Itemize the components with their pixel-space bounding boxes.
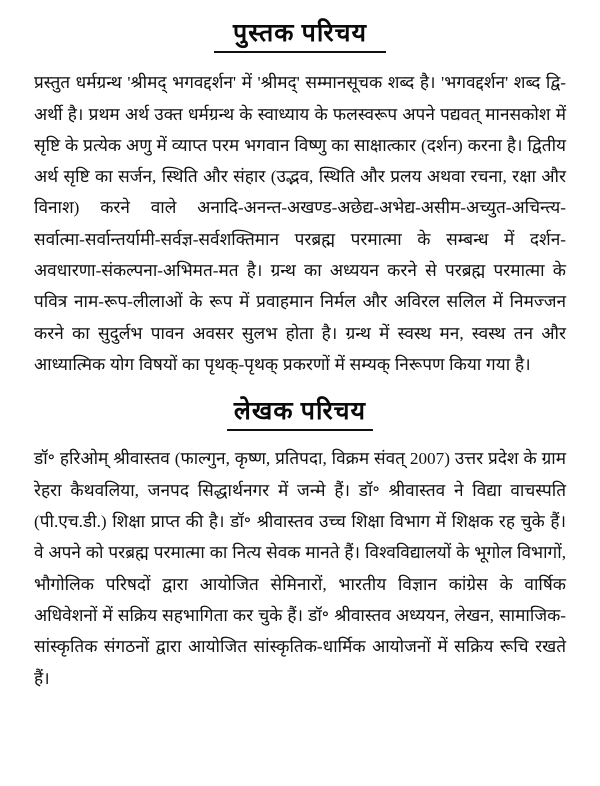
heading-underline: [214, 51, 386, 53]
section-heading-author-intro: [34, 396, 566, 431]
section-body-book-intro: प्रस्तुत धर्मग्रन्थ 'श्रीमद् भगवद्दर्शन' में 'श्रीमद्' सम्मानसूचक शब्द है। 'भगवद्दर्शन' शब्द द्वि-अर्थी है। प्रथम अर्थ उक्त धर्मग्रन्थ के स्वाध्याय के फलस्वरूप अपने पद्यवत् मानसकोश में सृष्टि के प्रत्येक अणु में व्याप्त परम भगवान विष्णु का साक्षात्कार (दर्शन) करना है। द्वितीय अर्थ सृष्टि का सर्जन, स्थिति और संहार (उद्भव, स्थिति और प्रलय अथवा रचना, रक्षा और विनाश) करने वाले अनादि-अनन्त-अखण्ड-अछेद्य-अभेद्य-असीम-अच्युत-अचिन्त्य-सर्वात्मा-सर्वान्तर्यामी-सर्वज्ञ-सर्वशक्तिमान परब्रह्म परमात्मा के सम्बन्ध में दर्शन-अवधारणा-संकल्पना-अभिमत-मत है। ग्रन्थ का अध्ययन करने से परब्रह्म परमात्मा के पवित्र नाम-रूप-लीलाओं के रूप में प्रवाहमान निर्मल और अविरल सलिल में निमज्जन करने का सुदुर्लभ पावन अवसर सुलभ होता है। ग्रन्थ में स्वस्थ मन, स्वस्थ तन और आध्यात्मिक योग विषयों का पृथक्-पृथक् प्रकरणों में सम्यक् निरूपण किया गया है।: [34, 73, 566, 374]
section-body-author-intro: डॉ॰ हरिओम् श्रीवास्तव (फाल्गुन, कृष्ण, प्रतिपदा, विक्रम संवत् 2007) उत्तर प्रदेश के ग्राम रेहरा कैथवलिया, जनपद सिद्धार्थनगर में जन्मे हैं। डॉ॰ श्रीवास्तव ने विद्या वाचस्पति (पी.एच.डी.) शिक्षा प्राप्त की है। डॉ॰ श्रीवास्तव उच्च शिक्षा विभाग में शिक्षक रह चुके हैं। वे अपने को परब्रह्म परमात्मा का नित्य सेवक मानते हैं। विश्वविद्यालयों के भूगोल विभागों, भौगोलिक परिषदों द्वारा आयोजित सेमिनारों, भारतीय विज्ञान कांग्रेस के वार्षिक अधिवेशनों में सक्रिय सहभागिता कर चुके हैं। डॉ॰ श्रीवास्तव अध्ययन, लेखन, सामाजिक-सांस्कृतिक संगठनों द्वारा आयोजित सांस्कृतिक-धार्मिक आयोजनों में सक्रिय रूचि रखते हैं।: [34, 449, 566, 688]
section-heading-book-intro: [34, 18, 566, 53]
heading-underline-2: [227, 429, 373, 431]
section-heading-book-intro-text: पुस्तक परिचय: [233, 20, 367, 47]
section-heading-author-intro-text: लेखक परिचय: [233, 398, 367, 426]
